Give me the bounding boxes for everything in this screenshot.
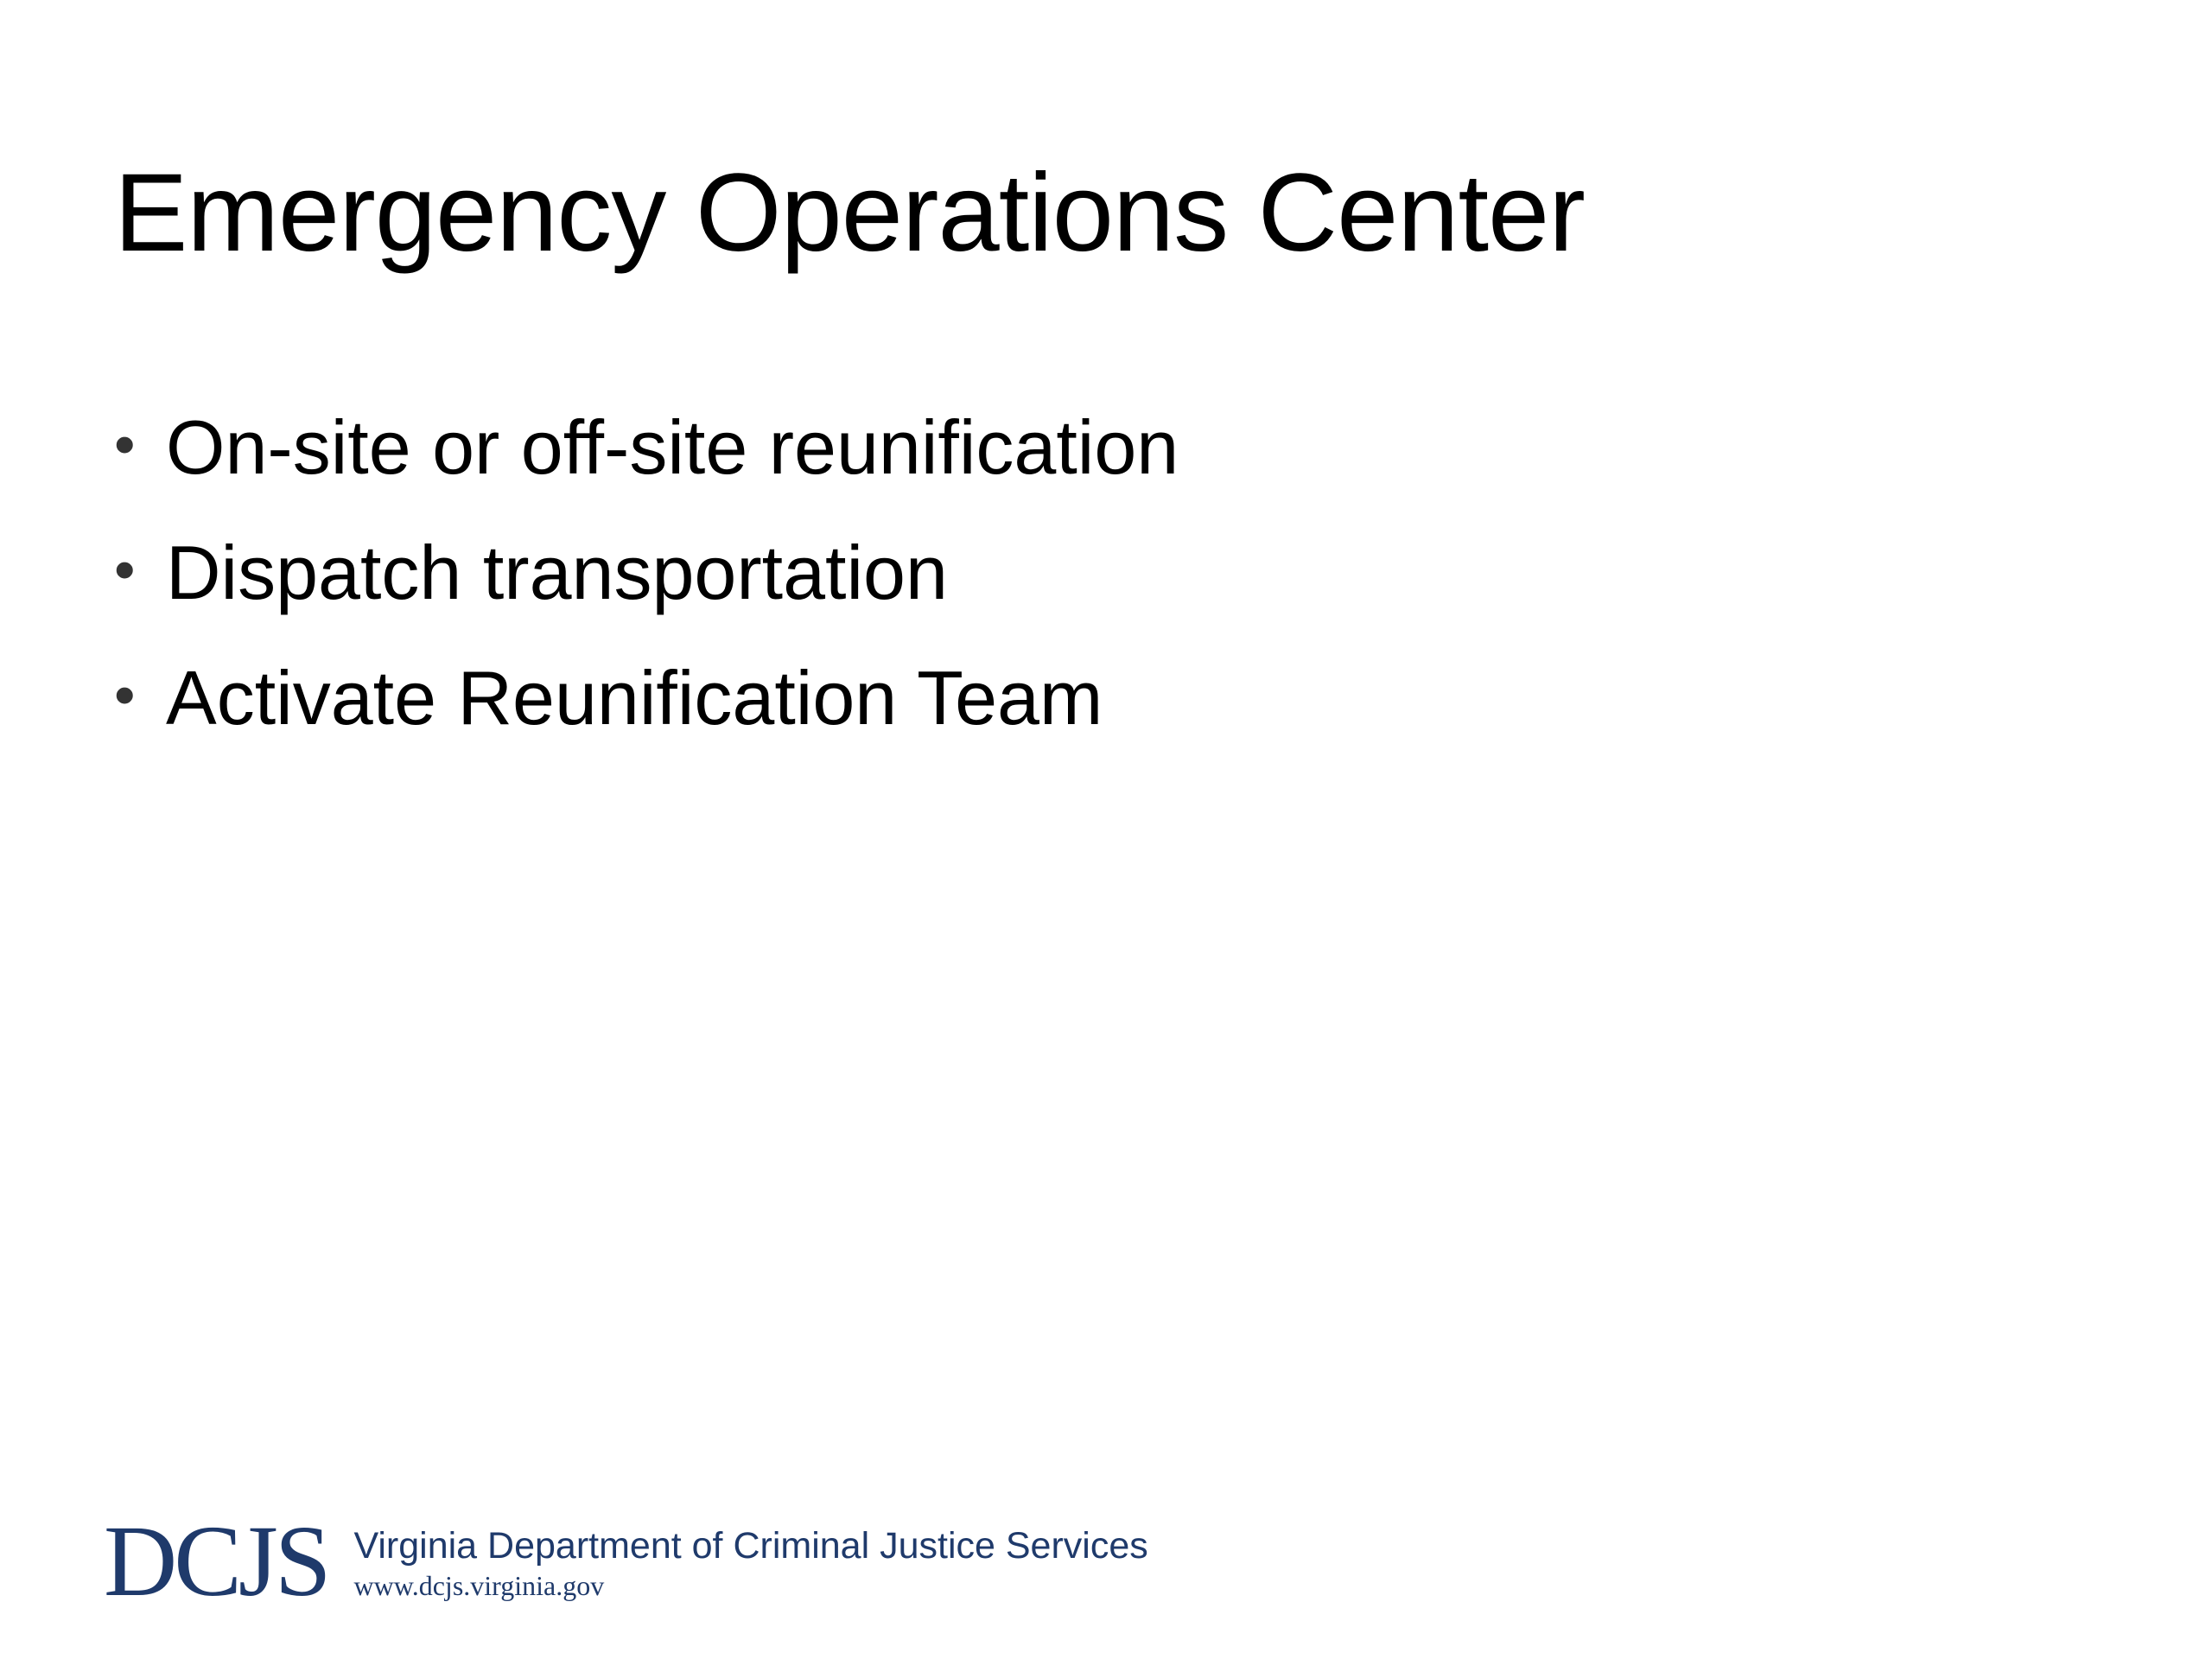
bullet-text: Activate Reunification Team	[166, 654, 1103, 741]
logo-text	[353, 1522, 1147, 1602]
dcjs-logo	[104, 1504, 1148, 1618]
bullet-list	[114, 385, 1179, 760]
bullet-icon: •	[114, 535, 136, 603]
bullet-item	[114, 510, 1179, 635]
organization-name: Virginia Department of Criminal Justice Services	[353, 1525, 1148, 1567]
slide-title: Emergency Operations Center	[114, 151, 1585, 275]
bullet-item	[114, 635, 1179, 760]
bullet-text: On-site or off-site reunification	[166, 404, 1179, 490]
bullet-text: Dispatch transportation	[166, 529, 948, 615]
organization-url: www.dcjs.virginia.gov	[353, 1570, 605, 1601]
logo-mark: DCJS	[104, 1504, 328, 1618]
bullet-icon: •	[114, 410, 136, 478]
bullet-icon: •	[114, 660, 136, 728]
bullet-item	[114, 385, 1179, 510]
